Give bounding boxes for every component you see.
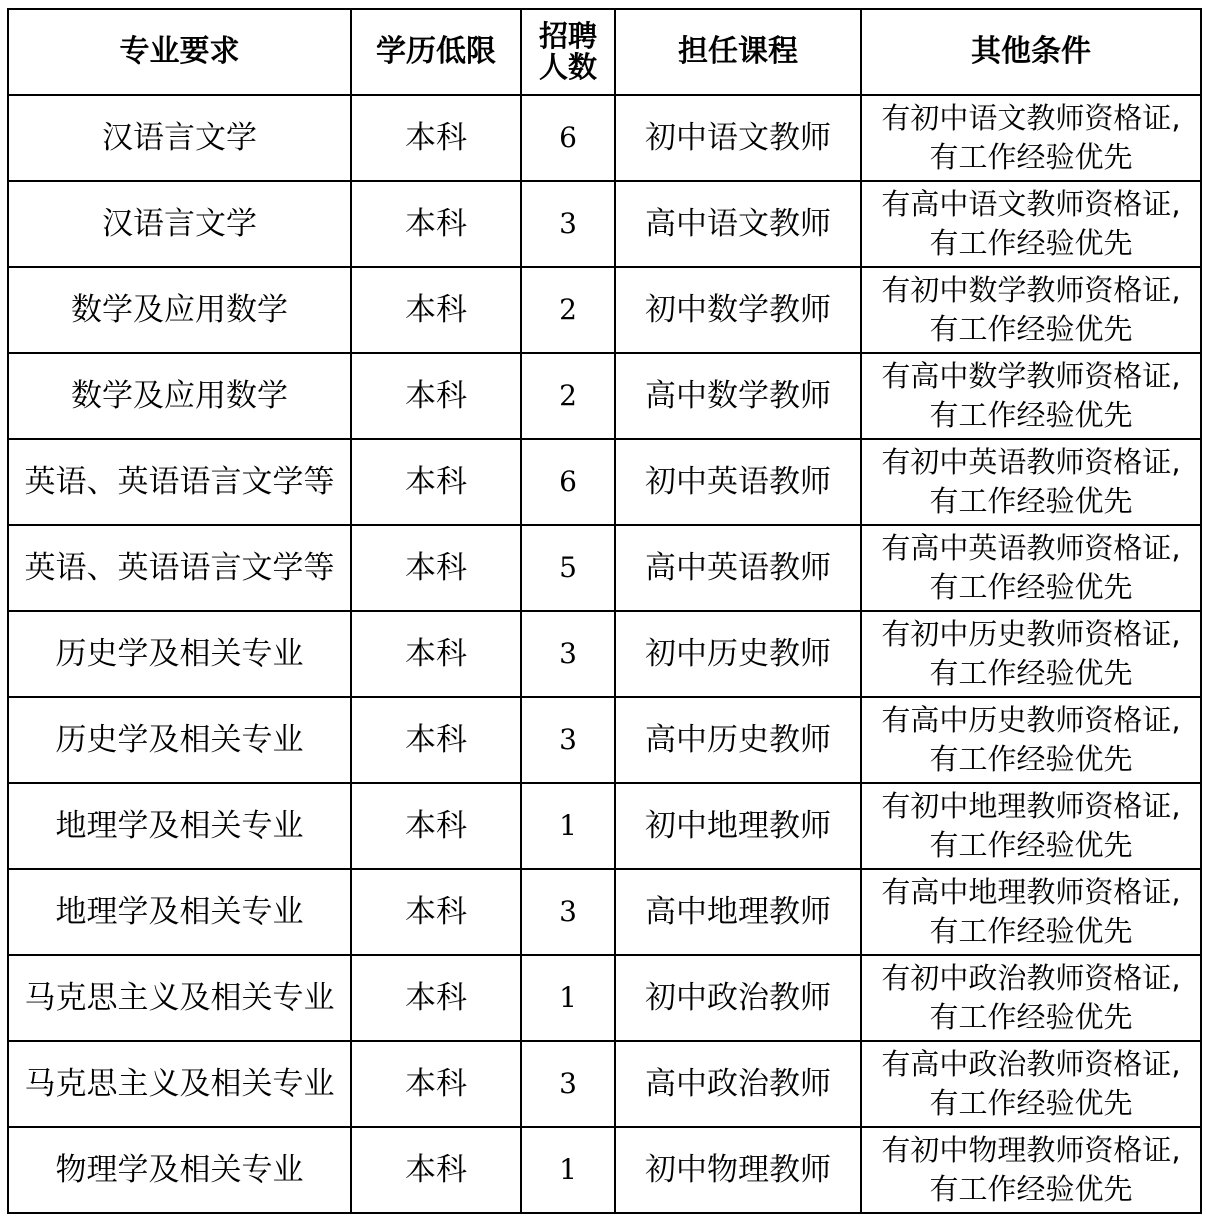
cell-major: 数学及应用数学 — [8, 267, 351, 353]
cell-conditions-line1: 有初中历史教师资格证, — [881, 617, 1181, 651]
recruitment-table-container — [7, 8, 1202, 1214]
table-row — [8, 181, 1201, 267]
cell-count: 3 — [521, 869, 615, 955]
cell-conditions — [861, 353, 1201, 439]
cell-course: 高中地理教师 — [615, 869, 861, 955]
cell-conditions — [861, 697, 1201, 783]
cell-conditions — [861, 439, 1201, 525]
header-count-line2: 人数 — [538, 50, 597, 84]
header-major: 专业要求 — [8, 9, 351, 95]
cell-count: 3 — [521, 697, 615, 783]
cell-education: 本科 — [351, 955, 521, 1041]
cell-education: 本科 — [351, 353, 521, 439]
cell-conditions-line1: 有高中地理教师资格证, — [881, 875, 1181, 909]
recruitment-table — [7, 8, 1202, 1214]
cell-course: 初中数学教师 — [615, 267, 861, 353]
table-row — [8, 869, 1201, 955]
header-conditions: 其他条件 — [861, 9, 1201, 95]
cell-conditions — [861, 611, 1201, 697]
cell-education: 本科 — [351, 1041, 521, 1127]
cell-conditions — [861, 1127, 1201, 1213]
cell-conditions-line2: 有工作经验优先 — [929, 398, 1133, 432]
cell-course: 初中物理教师 — [615, 1127, 861, 1213]
cell-course: 初中地理教师 — [615, 783, 861, 869]
cell-conditions-line2: 有工作经验优先 — [929, 226, 1133, 260]
table-row — [8, 611, 1201, 697]
cell-count: 3 — [521, 181, 615, 267]
cell-conditions-line1: 有初中地理教师资格证, — [881, 789, 1181, 823]
table-row — [8, 697, 1201, 783]
cell-count: 3 — [521, 611, 615, 697]
cell-count: 1 — [521, 783, 615, 869]
cell-course: 初中历史教师 — [615, 611, 861, 697]
cell-conditions — [861, 181, 1201, 267]
table-row — [8, 783, 1201, 869]
cell-conditions-line2: 有工作经验优先 — [929, 1086, 1133, 1120]
cell-conditions-line1: 有高中数学教师资格证, — [881, 359, 1181, 393]
cell-count: 1 — [521, 955, 615, 1041]
cell-education: 本科 — [351, 611, 521, 697]
table-row — [8, 439, 1201, 525]
table-row — [8, 353, 1201, 439]
cell-conditions-line1: 有初中物理教师资格证, — [881, 1133, 1181, 1167]
cell-course: 高中语文教师 — [615, 181, 861, 267]
cell-education: 本科 — [351, 525, 521, 611]
cell-conditions-line1: 有初中英语教师资格证, — [881, 445, 1181, 479]
cell-conditions-line1: 有初中语文教师资格证, — [881, 101, 1181, 135]
cell-conditions-line1: 有高中政治教师资格证, — [881, 1047, 1181, 1081]
cell-major: 汉语言文学 — [8, 181, 351, 267]
cell-conditions — [861, 267, 1201, 353]
cell-course: 高中历史教师 — [615, 697, 861, 783]
cell-conditions-line2: 有工作经验优先 — [929, 140, 1133, 174]
cell-conditions — [861, 95, 1201, 181]
table-row — [8, 267, 1201, 353]
cell-conditions-line2: 有工作经验优先 — [929, 656, 1133, 690]
table-row — [8, 955, 1201, 1041]
cell-major: 地理学及相关专业 — [8, 869, 351, 955]
table-row — [8, 95, 1201, 181]
cell-course: 初中语文教师 — [615, 95, 861, 181]
cell-major: 历史学及相关专业 — [8, 611, 351, 697]
cell-count: 2 — [521, 353, 615, 439]
cell-conditions-line2: 有工作经验优先 — [929, 1172, 1133, 1206]
cell-course: 高中数学教师 — [615, 353, 861, 439]
cell-conditions-line1: 有初中政治教师资格证, — [881, 961, 1181, 995]
cell-conditions-line2: 有工作经验优先 — [929, 312, 1133, 346]
cell-conditions-line1: 有高中语文教师资格证, — [881, 187, 1181, 221]
cell-education: 本科 — [351, 697, 521, 783]
cell-count: 3 — [521, 1041, 615, 1127]
cell-conditions-line1: 有初中数学教师资格证, — [881, 273, 1181, 307]
cell-conditions-line2: 有工作经验优先 — [929, 1000, 1133, 1034]
cell-education: 本科 — [351, 1127, 521, 1213]
cell-education: 本科 — [351, 869, 521, 955]
cell-major: 物理学及相关专业 — [8, 1127, 351, 1213]
cell-education: 本科 — [351, 95, 521, 181]
cell-conditions — [861, 869, 1201, 955]
cell-education: 本科 — [351, 783, 521, 869]
header-education: 学历低限 — [351, 9, 521, 95]
cell-major: 马克思主义及相关专业 — [8, 1041, 351, 1127]
cell-conditions — [861, 525, 1201, 611]
cell-count: 5 — [521, 525, 615, 611]
cell-conditions-line2: 有工作经验优先 — [929, 828, 1133, 862]
cell-course: 初中政治教师 — [615, 955, 861, 1041]
header-course: 担任课程 — [615, 9, 861, 95]
cell-conditions-line2: 有工作经验优先 — [929, 742, 1133, 776]
cell-conditions-line1: 有高中英语教师资格证, — [881, 531, 1181, 565]
cell-major: 历史学及相关专业 — [8, 697, 351, 783]
cell-course: 初中英语教师 — [615, 439, 861, 525]
cell-course: 高中英语教师 — [615, 525, 861, 611]
cell-conditions-line2: 有工作经验优先 — [929, 484, 1133, 518]
cell-conditions — [861, 783, 1201, 869]
cell-conditions — [861, 1041, 1201, 1127]
cell-count: 6 — [521, 95, 615, 181]
cell-conditions — [861, 955, 1201, 1041]
cell-count: 6 — [521, 439, 615, 525]
cell-count: 2 — [521, 267, 615, 353]
cell-major: 马克思主义及相关专业 — [8, 955, 351, 1041]
header-count-line1: 招聘 — [538, 19, 597, 53]
cell-education: 本科 — [351, 181, 521, 267]
cell-major: 数学及应用数学 — [8, 353, 351, 439]
table-row — [8, 525, 1201, 611]
cell-conditions-line2: 有工作经验优先 — [929, 914, 1133, 948]
cell-major: 汉语言文学 — [8, 95, 351, 181]
cell-major: 英语、英语语言文学等 — [8, 439, 351, 525]
cell-conditions-line1: 有高中历史教师资格证, — [881, 703, 1181, 737]
table-header-row — [8, 9, 1201, 95]
cell-major: 英语、英语语言文学等 — [8, 525, 351, 611]
cell-education: 本科 — [351, 267, 521, 353]
cell-education: 本科 — [351, 439, 521, 525]
cell-conditions-line2: 有工作经验优先 — [929, 570, 1133, 604]
table-row — [8, 1041, 1201, 1127]
cell-course: 高中政治教师 — [615, 1041, 861, 1127]
cell-major: 地理学及相关专业 — [8, 783, 351, 869]
cell-count: 1 — [521, 1127, 615, 1213]
table-row — [8, 1127, 1201, 1213]
header-count — [521, 9, 615, 95]
